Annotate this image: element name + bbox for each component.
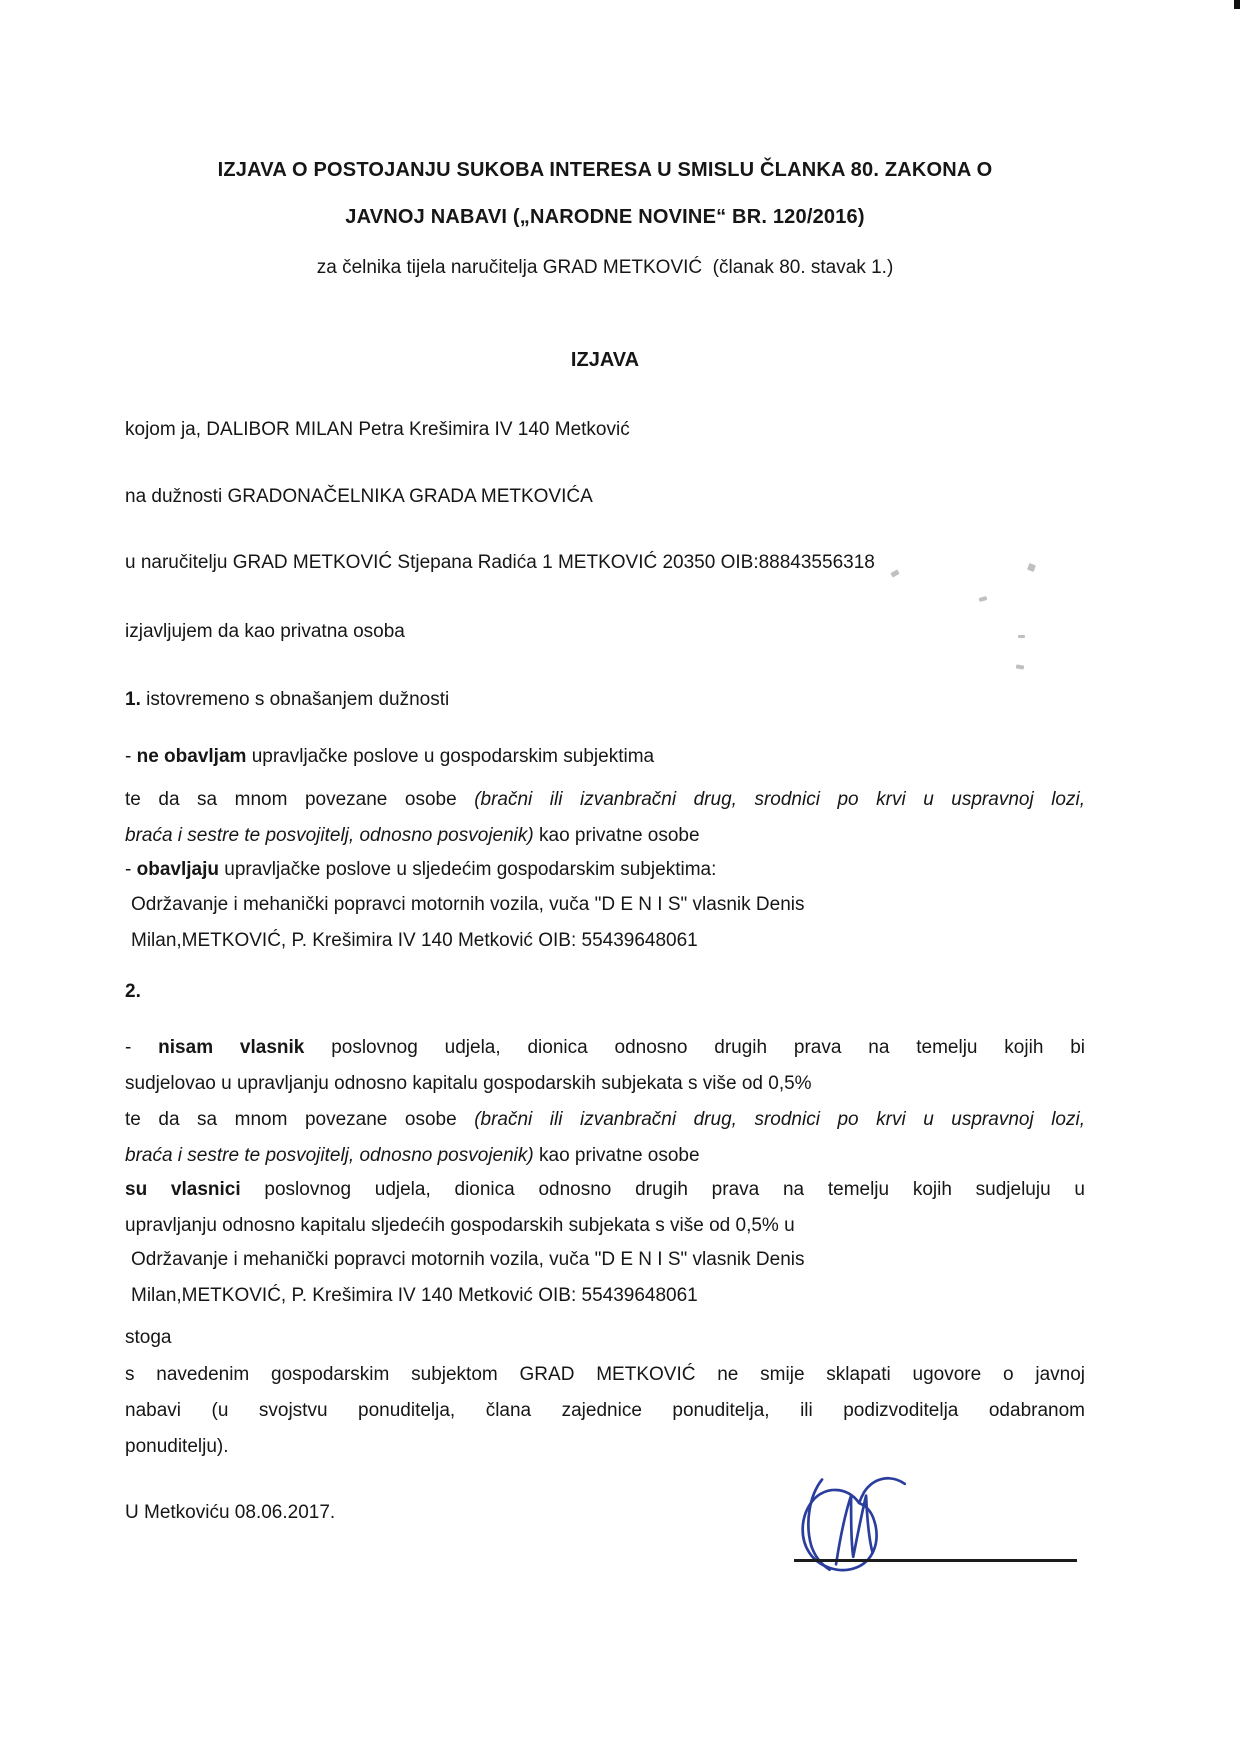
conclusion-line: ponuditelju).: [125, 1436, 229, 1457]
related-persons-clause-1: [125, 782, 1085, 854]
company-line: Održavanje i mehanički popravci motornih vozila, vuča "D E N I S" vlasnik Denis: [131, 894, 805, 915]
scan-artifact: [1234, 0, 1240, 9]
izjava-heading: IZJAVA: [570, 349, 640, 371]
clause-line: [125, 1172, 1085, 1208]
company-entry-2: [125, 1242, 1085, 1314]
manage-bold: obavljaju: [136, 859, 219, 880]
place-date-line: U Metkoviću 08.06.2017.: [125, 1502, 336, 1523]
title-line-2: JAVNOJ NABAVI („NARODNE NOVINE“ BR. 120/2016): [345, 206, 865, 228]
clause-line: [125, 1030, 1085, 1066]
clause-line: [125, 1102, 1085, 1138]
authority-line: u naručitelju GRAD METKOVIĆ Stjepana Radića 1 METKOVIĆ 20350 OIB:88843556318: [125, 552, 875, 573]
section2-number: 2.: [125, 981, 141, 1002]
owners-bold: su vlasnici: [125, 1179, 241, 1200]
clause-italic-2: braća i sestre te posvojitelj, odnosno posvojenik): [125, 1145, 534, 1166]
manage-rest: upravljačke poslove u sljedećim gospodarskim subjektima:: [218, 859, 717, 880]
clause-line: upravljanju odnosno kapitalu sljedećih gospodarskih subjekata s više od 0,5% u: [125, 1215, 795, 1236]
clause-line: [125, 782, 1085, 818]
manage-clause: [125, 852, 1085, 888]
dash: -: [125, 859, 137, 880]
company-line: Milan,METKOVIĆ, P. Krešimira IV 140 Metković OIB: 55439648061: [131, 930, 698, 951]
clause-pre: te da sa mnom povezane osobe: [125, 789, 475, 810]
conclusion-line: s navedenim gospodarskim subjektom GRAD METKOVIĆ ne smije sklapati ugovore o javnoj: [125, 1364, 1085, 1385]
document-title: [125, 147, 1085, 241]
clause-italic-2: braća i sestre te posvojitelj, odnosno posvojenik): [125, 825, 534, 846]
scan-artifact: [1016, 664, 1025, 669]
scan-artifact: [1018, 635, 1025, 638]
not-manage-clause: [125, 739, 1085, 775]
clause-line: sudjelovao u upravljanju odnosno kapitalu gospodarskih subjekata s više od 0,5%: [125, 1073, 812, 1094]
signature-line: [794, 1559, 1077, 1562]
not-owner-clause: [125, 1030, 1085, 1102]
related-persons-clause-2: [125, 1102, 1085, 1174]
section1-heading: [125, 682, 1085, 718]
section1-number: 1.: [125, 689, 141, 710]
clause-pre: te da sa mnom povezane osobe: [125, 1109, 475, 1130]
document-subtitle: za čelnika tijela naručitelja GRAD METKOVIĆ (članak 80. stavak 1.): [316, 257, 894, 278]
clause-line: [125, 818, 1085, 854]
clause-italic-1: (bračni ili izvanbračni drug, srodnici po krvi u uspravnoj lozi,: [474, 789, 1085, 810]
not-owner-bold: nisam vlasnik: [158, 1037, 305, 1058]
declarant-line: kojom ja, DALIBOR MILAN Petra Krešimira IV 140 Metković: [125, 419, 630, 440]
conclusion-paragraph: [125, 1357, 1085, 1465]
section1-text: istovremeno s obnašanjem dužnosti: [140, 689, 450, 710]
capacity-line: izjavljujem da kao privatna osoba: [125, 621, 405, 642]
owners-rest: poslovnog udjela, dionica odnosno drugih prava na temelju kojih sudjeluju u: [240, 1179, 1085, 1200]
dash: -: [125, 1037, 159, 1058]
scan-artifact: [979, 596, 988, 602]
dash: -: [125, 746, 137, 767]
company-entry-1: [125, 887, 1085, 959]
conclusion-line: nabavi (u svojstvu ponuditelja, člana zajednice ponuditelja, ili podizvoditelja odabranom: [125, 1400, 1085, 1421]
clause-italic-1: (bračni ili izvanbračni drug, srodnici po krvi u uspravnoj lozi,: [474, 1109, 1085, 1130]
title-line-1: IZJAVA O POSTOJANJU SUKOBA INTERESA U SMISLU ČLANKA 80. ZAKONA O: [217, 159, 993, 181]
not-owner-rest: poslovnog udjela, dionica odnosno drugih prava na temelju kojih bi: [304, 1037, 1086, 1058]
clause-post: kao privatne osobe: [533, 1145, 700, 1166]
company-line: Milan,METKOVIĆ, P. Krešimira IV 140 Metković OIB: 55439648061: [131, 1285, 698, 1306]
stoga-line: stoga: [125, 1327, 172, 1348]
company-line: Održavanje i mehanički popravci motornih vozila, vuča "D E N I S" vlasnik Denis: [131, 1249, 805, 1270]
not-manage-rest: upravljačke poslove u gospodarskim subjektima: [246, 746, 655, 767]
owners-clause: [125, 1172, 1085, 1244]
clause-post: kao privatne osobe: [533, 825, 700, 846]
not-manage-bold: ne obavljam: [136, 746, 247, 767]
clause-line: [125, 1138, 1085, 1174]
duty-line: na dužnosti GRADONAČELNIKA GRADA METKOVIĆA: [125, 486, 593, 507]
